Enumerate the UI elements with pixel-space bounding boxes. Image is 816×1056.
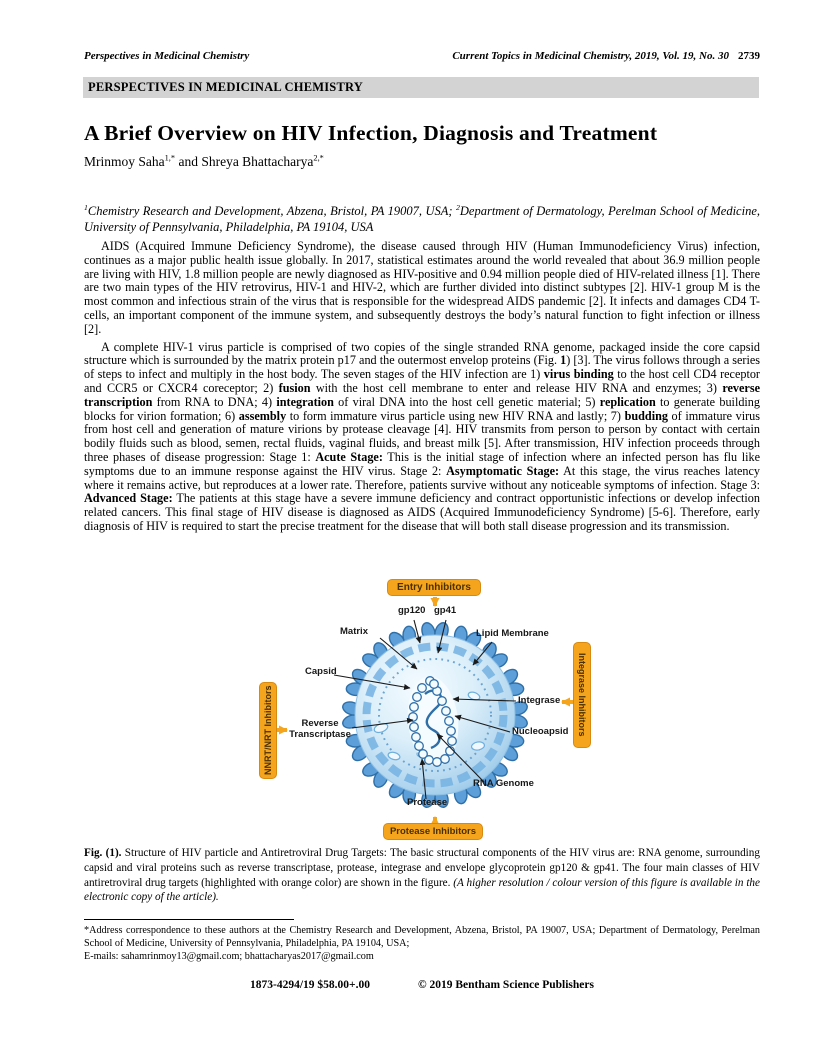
affiliations: $^1$Chemistry Research and Development, Abzena, Bristol, PA 19007, USA; $^2$Department of Dermatology, Perelman School of Medicine, University of Pennsylvania, Philadelphia, PA 19104, USA xyxy=(84,202,760,234)
protease-inhibitors-badge: Protease Inhibitors xyxy=(383,823,483,840)
running-head xyxy=(84,50,760,62)
article-body xyxy=(84,240,760,578)
integrase-inhibitors-badge: Integrase Inhibitors xyxy=(573,642,591,748)
article-title: A Brief Overview on HIV Infection, Diagnosis and Treatment xyxy=(84,121,658,145)
label-integrase: Integrase xyxy=(518,695,561,706)
authors-line: Mrinmoy Saha$^{1,*}$ and Shreya Bhattacharya$^{2,*}$ xyxy=(84,153,324,169)
label-protease: Protease xyxy=(407,797,448,808)
paragraph-intro: AIDS (Acquired Immune Deficiency Syndrome), the disease caused through HIV (Human Immunodeficiency Virus) infection, continues as a major public health issue globally. In 2017, statistical estimates around the world revealed that about 36.9 million people are living with HIV, 1.8 million people are newly diagnosed as HIV-positive and 0.94 million people died of HIV-related illness [1]. There are two main types of the HIV retrovirus, HIV-1 and HIV-2, which are further divided into distinct subtypes [2]. HIV-1 group M is the most common and infectious strain of the virus that is responsible for the widespread AIDS pandemic [2]. It infects and damages CD4 T-cells, an important component of the immune system, and subsequently destroys the body’s natural function to fight infection or illness [2]. xyxy=(84,240,760,336)
running-head-right xyxy=(452,50,760,62)
copyright-notice: © 2019 Bentham Science Publishers xyxy=(417,979,594,991)
section-banner: PERSPECTIVES IN MEDICINAL CHEMISTRY xyxy=(83,77,759,98)
label-lipid-membrane: Lipid Membrane xyxy=(476,628,549,639)
page-footer xyxy=(84,979,760,991)
page-number: 2739 xyxy=(738,50,760,62)
figure-1 xyxy=(84,578,760,842)
figure-caption: Fig. (1). Structure of HIV particle and Antiretroviral Drug Targets: The basic structural components of the HIV virus are: RNA genome, surrounding capsid and viral proteins such as reverse transcriptase, protease, integrase and envelope glycoprotein gp120 & gp41. The four main classes of HIV antiretroviral drug targets (highlighted with orange color) are shown in the figure. (A higher resolution / colour version of this figure is available in the electronic copy of the article). xyxy=(84,847,760,904)
nnrt-inhibitors-badge: NNRT/NRT Inhibitors xyxy=(259,682,277,779)
label-nucleoapsid: Nucleoapsid xyxy=(512,726,569,737)
journal-citation: Current Topics in Medicinal Chemistry, 2019, Vol. 19, No. 30 xyxy=(452,50,729,62)
label-matrix: Matrix xyxy=(340,626,368,637)
label-rna-genome: RNA Genome xyxy=(473,778,534,789)
correspondence-emails: E-mails: sahamrinmoy13@gmail.com; bhattacharyas2017@gmail.com xyxy=(84,951,374,962)
paragraph-virus-stages: A complete HIV-1 virus particle is comprised of two copies of the single stranded RNA genome, packaged inside the core capsid structure which is surrounded by the matrix protein p17 and the outermost envelop proteins (Fig. 1) [3]. The virus follows through a series of steps to infect and multiply in the host body. The seven stages of the HIV infection are 1) virus binding to the host cell CD4 receptor and CCR5 or CXCR4 coreceptor; 2) fusion with the host cell membrane to enter and release HIV RNA and enzymes; 3) reverse transcription from RNA to DNA; 4) integration of viral DNA into the host cell genetic material; 5) replication to generate building blocks for virion formation; 6) assembly to form immature virus particle using new HIV RNA and lastly; 7) budding of immature virus from host cell and generation of mature virions by protease cleavage [4]. HIV transmits from person to person by contact with certain bodily fluids such as blood, semen, rectal fluids, vaginal fluids, and breast milk [5]. After transmission, HIV infection proceeds through three phases of disease progression: Stage 1: Acute Stage: This is the initial stage of infection where an infected person has flu like symptoms due to an immune response against the HIV virus. Stage 2: Asymptomatic Stage: At this stage, the virus reaches latency where it remains active, but reproduces at a lower rate. Therefore, patients survive without any noticeable symptoms of infection. Stage 3: Advanced Stage: The patients at this stage have a severe immune deficiency and contract opportunistic infections or develop infection related cancers. This final stage of HIV disease is diagnosed as AIDS (Acquired Immunodeficiency Syndrome) [5-6]. Therefore, early diagnosis of HIV is required to start the precise treatment for the disease that will both stall disease progression and its transmission. xyxy=(84,339,760,533)
label-capsid: Capsid xyxy=(305,666,337,677)
label-gp41: gp41 xyxy=(434,605,457,616)
running-head-left: Perspectives in Medicinal Chemistry xyxy=(84,50,250,62)
correspondence-address: *Address correspondence to these authors at the Chemistry Research and Development, Abzena, Bristol, PA 19007, USA; Department of Dermatology, Perelman School of Medicine, University of Pennsylvania, Philadelphia, PA 19104, USA; xyxy=(84,925,760,949)
correspondence-footnote xyxy=(84,924,760,963)
entry-inhibitors-badge: Entry Inhibitors xyxy=(387,579,481,596)
label-reverse-transcriptase: Reverse Transcriptase xyxy=(289,718,351,740)
footnote-separator xyxy=(84,919,294,920)
issn-price: 1873-4294/19 $58.00+.00 xyxy=(250,979,370,991)
label-gp120: gp120 xyxy=(398,605,426,616)
